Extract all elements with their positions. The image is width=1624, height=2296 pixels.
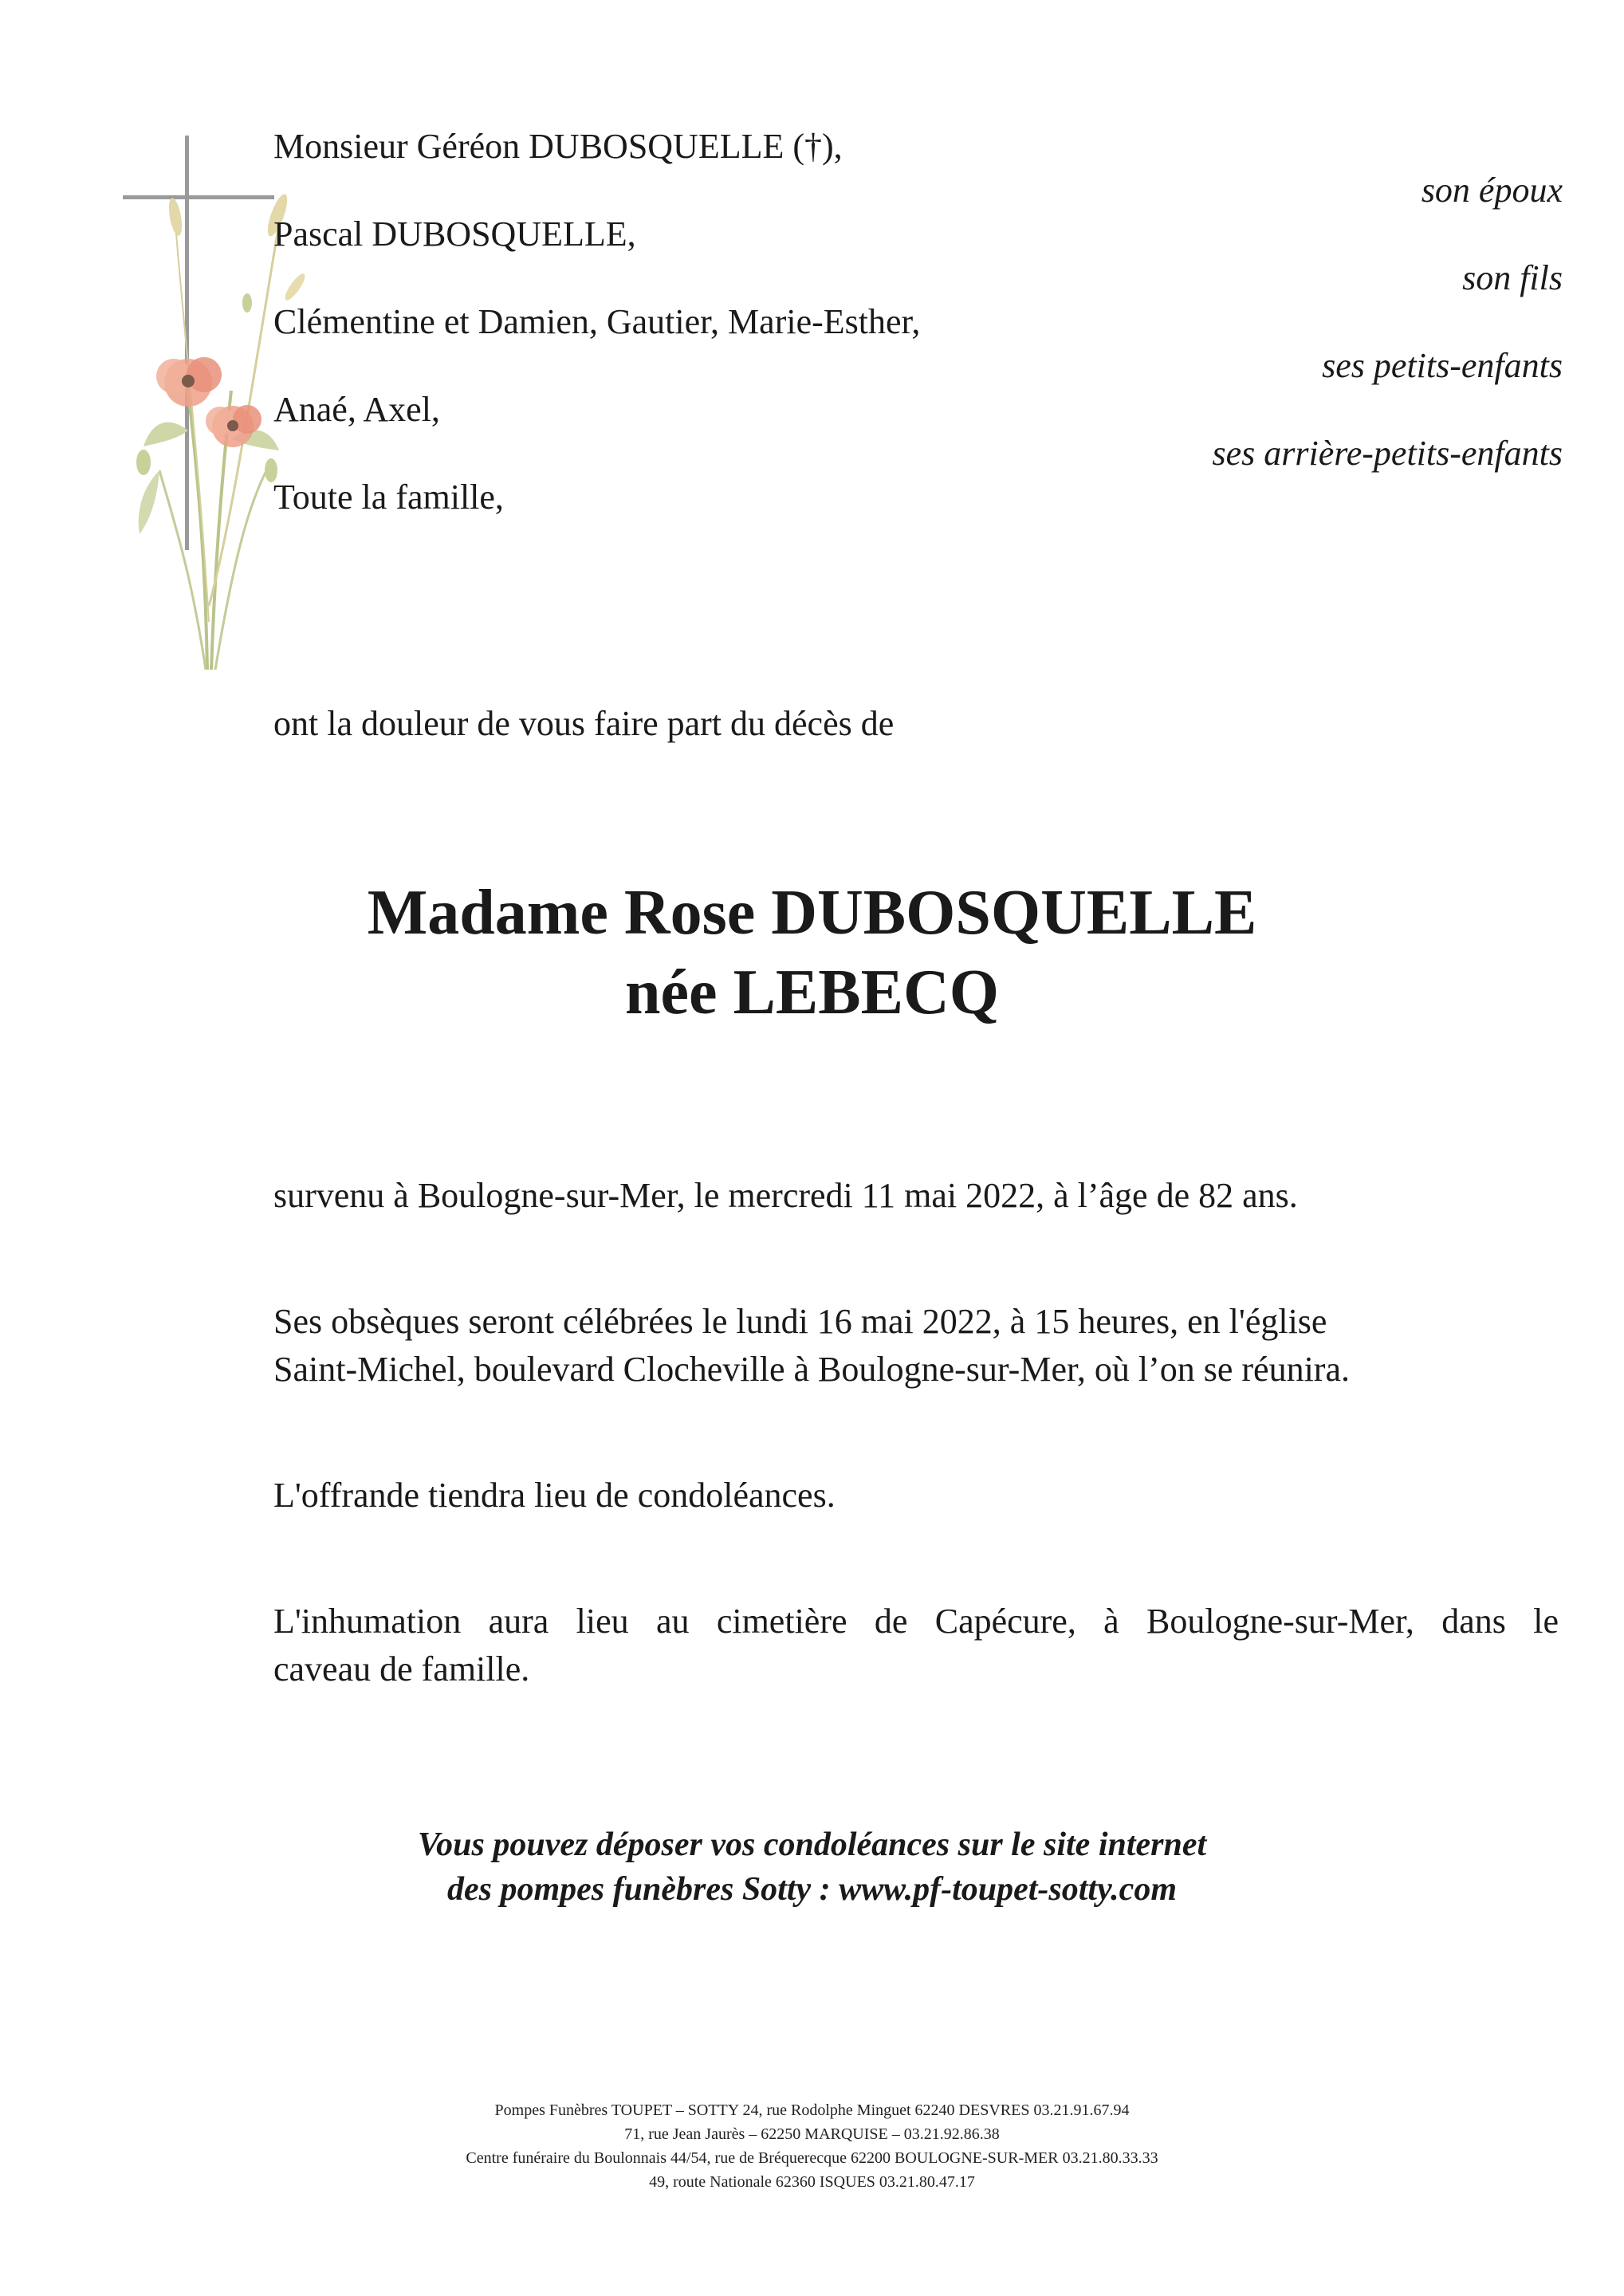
footer-line-2: 71, rue Jean Jaurès – 62250 MARQUISE – 03.21.92.86.38 [624, 2125, 1000, 2143]
condolences-line-1: Vous pouvez déposer vos condoléances sur le site internet [417, 1826, 1207, 1863]
offering-text: L'offrande tiendra lieu de condoléances. [273, 1476, 836, 1515]
family-name-all-family: Toute la famille, [273, 478, 504, 517]
relation-spouse: son époux [1421, 171, 1563, 210]
footer-line-3: Centre funéraire du Boulonnais 44/54, rue de Bréquerecque 62200 BOULOGNE-SUR-MER 03.21.80.33.33 [466, 2149, 1158, 2167]
relation-grandchildren: ses petits-enfants [1322, 346, 1563, 385]
burial-line-2: caveau de famille. [273, 1649, 530, 1689]
relation-son: son fils [1462, 258, 1563, 297]
funeral-line-2: Saint-Michel, boulevard Clocheville à Boulogne-sur-Mer, où l’on se réunira. [273, 1350, 1350, 1389]
family-name-grandchildren: Clémentine et Damien, Gautier, Marie-Esther, [273, 302, 921, 341]
deceased-name: Madame Rose DUBOSQUELLE [367, 878, 1257, 948]
condolences-line-2: des pompes funèbres Sotty : www.pf-toupet-sotty.com [447, 1871, 1177, 1908]
family-name-great-grandchildren: Anaé, Axel, [273, 390, 440, 429]
deceased-maiden-name: née LEBECQ [625, 957, 999, 1028]
burial-line-1: L'inhumation aura lieu au cimetière de Capécure, à Boulogne-sur-Mer, dans le [273, 1602, 1559, 1641]
family-name-spouse: Monsieur Géréon DUBOSQUELLE (†), [273, 127, 843, 166]
funeral-line-1: Ses obsèques seront célébrées le lundi 16 mai 2022, à 15 heures, en l'église [273, 1302, 1327, 1341]
footer-line-1: Pompes Funèbres TOUPET – SOTTY 24, rue Rodolphe Minguet 62240 DESVRES 03.21.91.67.94 [494, 2101, 1130, 2119]
death-info: survenu à Boulogne-sur-Mer, le mercredi 11 mai 2022, à l’âge de 82 ans. [273, 1176, 1298, 1215]
relation-great-grandchildren: ses arrière-petits-enfants [1212, 434, 1563, 473]
footer-line-4: 49, route Nationale 62360 ISQUES 03.21.80.47.17 [649, 2173, 975, 2191]
family-name-son: Pascal DUBOSQUELLE, [273, 214, 636, 254]
announcement-text: ont la douleur de vous faire part du décès de [273, 704, 895, 743]
